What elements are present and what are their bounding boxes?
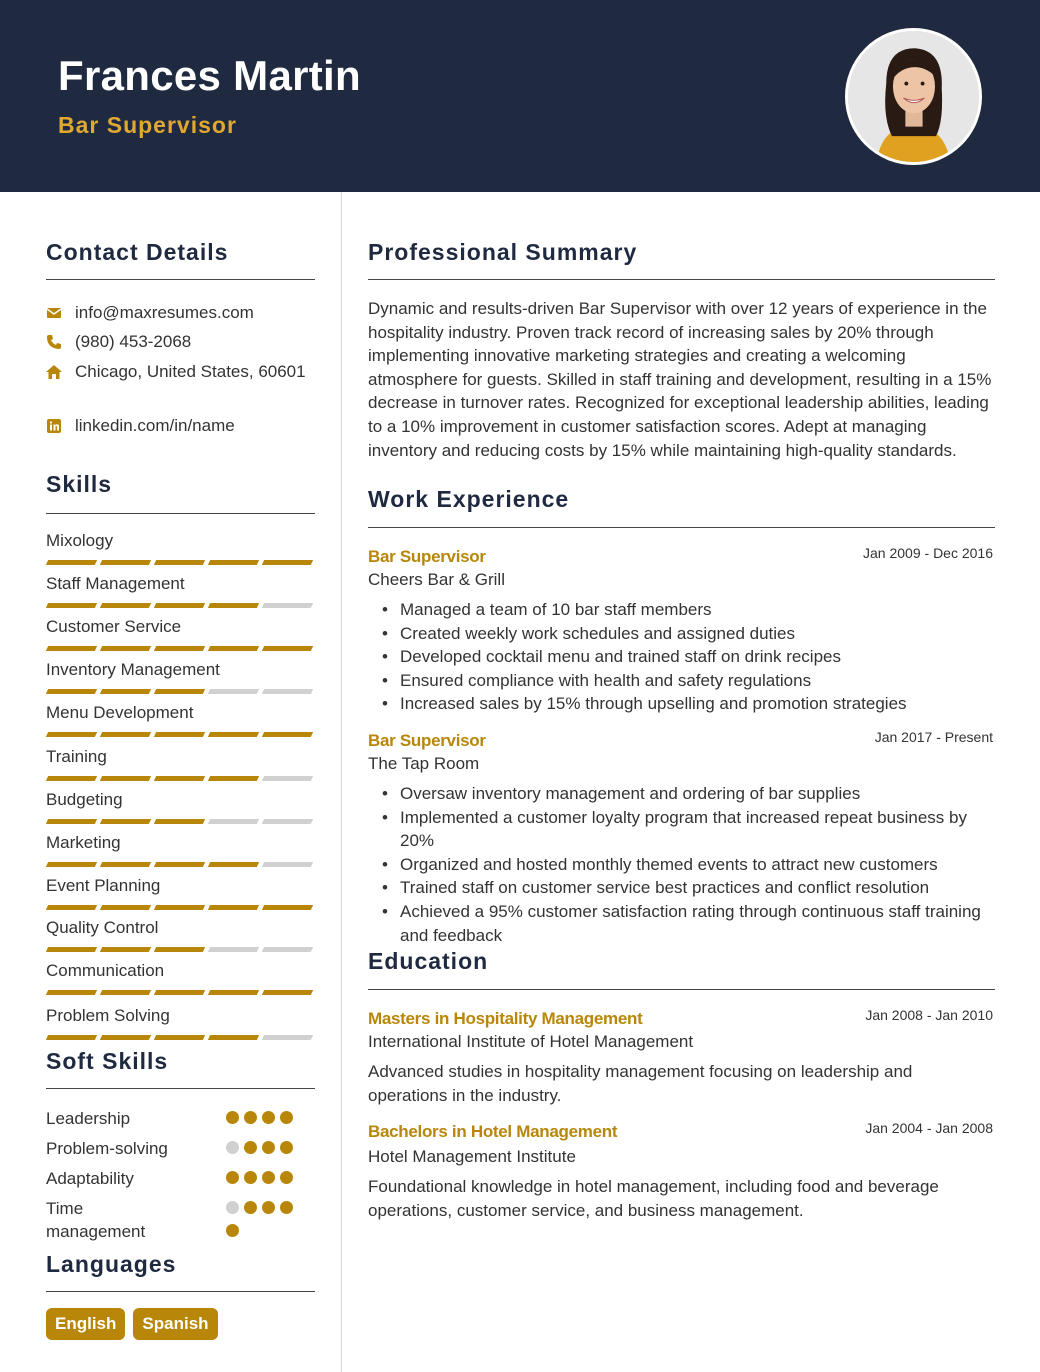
soft-skill-rating xyxy=(226,1111,306,1124)
profile-photo xyxy=(845,28,982,165)
education-rule xyxy=(368,989,995,990)
skill-name: Customer Service xyxy=(46,617,182,636)
skill-level-segment xyxy=(46,990,97,995)
contact-location xyxy=(46,362,306,382)
skills-heading: Skills xyxy=(46,471,113,497)
job-bullet: • Trained staff on customer service best practices and conflict resolution xyxy=(380,876,990,900)
rating-dot xyxy=(280,1141,293,1154)
candidate-title: Bar Supervisor xyxy=(58,112,237,138)
rating-dot xyxy=(244,1201,257,1214)
skill-level-segment xyxy=(46,732,97,737)
job-bullet: • Managed a team of 10 bar staff members xyxy=(380,598,990,622)
skill-level-segment xyxy=(46,862,97,867)
location-text: Chicago, United States, 60601 xyxy=(75,362,306,381)
skill-level-segment xyxy=(262,646,313,651)
rating-dot xyxy=(244,1111,257,1124)
skill-level-segment xyxy=(208,947,259,952)
rating-dot xyxy=(280,1201,293,1214)
skill-level-segment xyxy=(154,646,205,651)
skill-level-segment xyxy=(154,776,205,781)
degree-title: Masters in Hospitality Management xyxy=(368,1009,643,1028)
skill-level-segment xyxy=(262,947,313,952)
rating-dot xyxy=(244,1171,257,1184)
skill-level-bar xyxy=(47,646,317,651)
phone-text: (980) 453-2068 xyxy=(75,332,192,351)
skill-name: Mixology xyxy=(46,531,114,550)
language-badge: English xyxy=(46,1308,125,1340)
rating-dot xyxy=(262,1111,275,1124)
skill-level-segment xyxy=(100,603,151,608)
skill-level-segment xyxy=(46,646,97,651)
job-bullet: • Achieved a 95% customer satisfaction rating through continuous staff training and feedback xyxy=(380,900,990,947)
job-bullet: • Ensured compliance with health and safety regulations xyxy=(380,669,990,693)
degree-date: Jan 2004 - Jan 2008 xyxy=(865,1120,993,1136)
skill-level-segment xyxy=(208,646,259,651)
skill-level-bar xyxy=(47,1035,317,1040)
rating-dot xyxy=(226,1171,239,1184)
skill-level-segment xyxy=(46,1035,97,1040)
skill-level-bar xyxy=(47,947,317,952)
skill-name: Inventory Management xyxy=(46,660,220,679)
skill-level-segment xyxy=(262,689,313,694)
rating-dot xyxy=(226,1224,239,1237)
degree-title: Bachelors in Hotel Management xyxy=(368,1122,618,1141)
job-title: Bar Supervisor xyxy=(368,731,486,750)
skill-name: Problem Solving xyxy=(46,1006,170,1025)
soft-skill-name: Adaptability xyxy=(46,1169,134,1188)
portrait-image xyxy=(848,31,979,162)
job-bullet: • Organized and hosted monthly themed events to attract new customers xyxy=(380,853,990,877)
soft-skills-rule xyxy=(46,1088,315,1089)
rating-dot xyxy=(280,1111,293,1124)
skill-level-segment xyxy=(262,603,313,608)
contact-email[interactable] xyxy=(46,303,254,323)
linkedin-text: linkedin.com/in/name xyxy=(75,416,235,435)
skill-name: Communication xyxy=(46,961,165,980)
soft-skill-name: Problem-solving xyxy=(46,1139,168,1158)
skill-level-segment xyxy=(262,776,313,781)
soft-skill-rating xyxy=(226,1141,306,1154)
skill-name: Menu Development xyxy=(46,703,194,722)
skill-level-segment xyxy=(100,776,151,781)
linkedin-icon xyxy=(46,418,62,434)
degree-description: Foundational knowledge in hotel management, including food and beverage operations, customer service, and business management. xyxy=(368,1177,939,1220)
job-bullet: • Increased sales by 15% through upselling and promotion strategies xyxy=(380,692,990,716)
skill-level-segment xyxy=(154,947,205,952)
rating-dot xyxy=(226,1111,239,1124)
job-bullet: • Developed cocktail menu and trained staff on drink recipes xyxy=(380,645,990,669)
rating-dot xyxy=(262,1201,275,1214)
skill-level-segment xyxy=(208,776,259,781)
education-heading: Education xyxy=(368,948,489,974)
language-badges xyxy=(46,1308,226,1340)
skills-rule xyxy=(46,513,315,514)
skill-level-segment xyxy=(154,689,205,694)
skill-level-segment xyxy=(208,560,259,565)
skill-level-segment xyxy=(46,905,97,910)
skill-level-segment xyxy=(154,905,205,910)
skill-level-segment xyxy=(208,990,259,995)
skill-level-bar xyxy=(47,862,317,867)
rating-dot xyxy=(262,1141,275,1154)
header-banner xyxy=(0,0,1040,192)
job-title: Bar Supervisor xyxy=(368,547,486,566)
email-text: info@maxresumes.com xyxy=(75,303,254,322)
skill-name: Budgeting xyxy=(46,790,123,809)
skill-name: Marketing xyxy=(46,833,121,852)
skill-level-segment xyxy=(208,862,259,867)
skill-level-bar xyxy=(47,776,317,781)
skill-level-segment xyxy=(46,560,97,565)
rating-dot xyxy=(262,1171,275,1184)
skill-level-segment xyxy=(208,1035,259,1040)
skill-level-segment xyxy=(262,990,313,995)
skill-level-segment xyxy=(46,947,97,952)
skill-level-bar xyxy=(47,603,317,608)
skill-name: Staff Management xyxy=(46,574,185,593)
skill-level-segment xyxy=(208,905,259,910)
skill-level-segment xyxy=(46,603,97,608)
skill-level-segment xyxy=(100,905,151,910)
skill-level-segment xyxy=(208,603,259,608)
skill-level-segment xyxy=(46,819,97,824)
job-bullets xyxy=(380,782,990,947)
home-icon xyxy=(46,364,62,380)
skill-level-bar xyxy=(47,689,317,694)
languages-rule xyxy=(46,1291,315,1292)
skill-name: Event Planning xyxy=(46,876,161,895)
rating-dot xyxy=(244,1141,257,1154)
skill-level-segment xyxy=(100,1035,151,1040)
skill-level-segment xyxy=(100,560,151,565)
school-name: Hotel Management Institute xyxy=(368,1147,576,1166)
language-badge: Spanish xyxy=(133,1308,217,1340)
work-rule xyxy=(368,527,995,528)
skill-level-segment xyxy=(154,990,205,995)
languages-heading: Languages xyxy=(46,1251,177,1277)
skill-level-segment xyxy=(46,689,97,694)
skill-level-segment xyxy=(262,560,313,565)
envelope-icon xyxy=(46,305,62,321)
job-employer: Cheers Bar & Grill xyxy=(368,570,505,589)
skill-level-bar xyxy=(47,732,317,737)
rating-dot xyxy=(280,1171,293,1184)
contact-linkedin[interactable] xyxy=(46,416,235,436)
skill-level-segment xyxy=(262,905,313,910)
rating-dot xyxy=(226,1201,239,1214)
skill-level-segment xyxy=(154,1035,205,1040)
soft-skill-name: Leadership xyxy=(46,1109,131,1128)
skill-level-segment xyxy=(100,947,151,952)
skill-level-segment xyxy=(100,732,151,737)
skill-level-segment xyxy=(208,732,259,737)
skill-level-segment xyxy=(262,862,313,867)
skill-level-segment xyxy=(100,819,151,824)
job-bullets xyxy=(380,598,990,716)
candidate-name: Frances Martin xyxy=(58,52,361,99)
skill-level-segment xyxy=(154,603,205,608)
school-name: International Institute of Hotel Management xyxy=(368,1032,694,1051)
skill-level-segment xyxy=(100,862,151,867)
skill-level-segment xyxy=(100,689,151,694)
work-heading: Work Experience xyxy=(368,486,570,512)
summary-text: Dynamic and results-driven Bar Supervisor with over 12 years of experience in the hospitality industry. Proven track record of increasing sales by 20% through implementing innovative marketing strategies and creating a welcoming atmosphere for guests. Skilled in staff training and development, resulting in a 15% decrease in turnover rates. Recognized for exceptional leadership abilities, leading to a 10% improvement in customer satisfaction scores. Adept at managing inventory and reducing costs by 15% while maintaining high-quality standards. xyxy=(368,299,992,460)
skill-level-segment xyxy=(154,862,205,867)
degree-description: Advanced studies in hospitality management focusing on leadership and operations in the industry. xyxy=(368,1062,913,1105)
column-divider xyxy=(341,192,342,1372)
rating-dot xyxy=(226,1141,239,1154)
skill-level-bar xyxy=(47,905,317,910)
degree-date: Jan 2008 - Jan 2010 xyxy=(865,1007,993,1023)
job-bullet: • Created weekly work schedules and assigned duties xyxy=(380,622,990,646)
soft-skills-heading: Soft Skills xyxy=(46,1048,169,1074)
skill-name: Training xyxy=(46,747,107,766)
soft-skill-rating xyxy=(226,1201,306,1237)
soft-skill-name: Time management xyxy=(46,1199,146,1241)
skill-level-segment xyxy=(154,732,205,737)
skill-level-segment xyxy=(100,990,151,995)
job-employer: The Tap Room xyxy=(368,754,480,773)
skill-level-segment xyxy=(100,646,151,651)
job-bullet: • Implemented a customer loyalty program that increased repeat business by 20% xyxy=(380,806,990,853)
contact-rule xyxy=(46,279,315,280)
skill-level-segment xyxy=(154,560,205,565)
skill-name: Quality Control xyxy=(46,918,159,937)
skill-level-segment xyxy=(46,776,97,781)
skill-level-segment xyxy=(154,819,205,824)
phone-icon xyxy=(46,334,62,350)
skill-level-segment xyxy=(262,819,313,824)
contact-heading: Contact Details xyxy=(46,239,229,265)
summary-rule xyxy=(368,279,995,280)
summary-heading: Professional Summary xyxy=(368,239,638,265)
job-bullet: • Oversaw inventory management and ordering of bar supplies xyxy=(380,782,990,806)
job-date: Jan 2009 - Dec 2016 xyxy=(863,545,993,561)
skill-level-segment xyxy=(262,1035,313,1040)
contact-phone[interactable] xyxy=(46,332,191,352)
skill-level-segment xyxy=(262,732,313,737)
skill-level-bar xyxy=(47,560,317,565)
job-date: Jan 2017 - Present xyxy=(874,729,993,745)
skill-level-bar xyxy=(47,990,317,995)
skill-level-segment xyxy=(208,819,259,824)
skill-level-bar xyxy=(47,819,317,824)
skill-level-segment xyxy=(208,689,259,694)
soft-skill-rating xyxy=(226,1171,306,1184)
